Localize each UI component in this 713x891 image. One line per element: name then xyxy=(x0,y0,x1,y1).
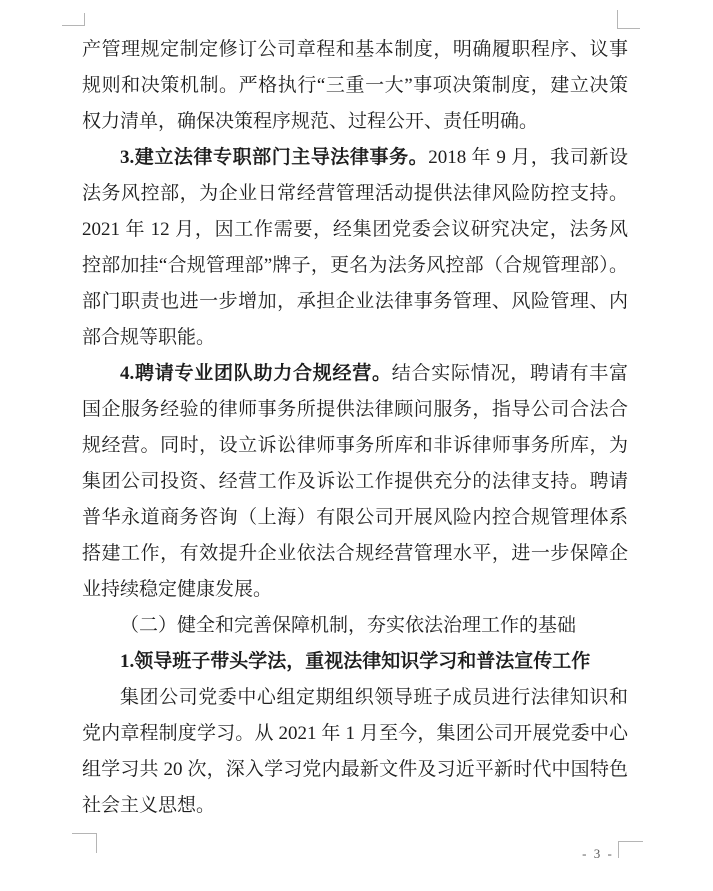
text-run: 集团公司党委中心组定期组织领导班子成员进行法律知识和党内章程制度学习。从 2021 年 1 月至今，集团公司开展党委中心组学习共 20 次，深入学习党内最新文件及习近平新时代中国特色社会主义思想。 xyxy=(82,687,628,816)
paragraph xyxy=(82,32,628,140)
paragraph xyxy=(82,356,628,608)
document-body xyxy=(82,32,628,824)
text-run: （二）健全和完善保障机制，夯实依法治理工作的基础 xyxy=(120,615,577,636)
text-run: 2018 年 9 月，我司新设法务风控部，为企业日常经营管理活动提供法律风险防控支持。2021 年 12 月，因工作需要，经集团党委会议研究决定，法务风控部加挂“合规管理部”牌子，更名为法务风控部（合规管理部）。部门职责也进一步增加，承担企业法律事务管理、风险管理、内部合规等职能。 xyxy=(82,147,628,348)
text-run: 产管理规定制定修订公司章程和基本制度，明确履职程序、议事规则和决策机制。严格执行“三重一大”事项决策制度，建立决策权力清单，确保决策程序规范、过程公开、责任明确。 xyxy=(82,39,628,132)
section-heading-paragraph xyxy=(82,608,628,644)
heading-run: 4.聘请专业团队助力合规经营。 xyxy=(120,363,392,384)
paragraph xyxy=(82,680,628,824)
paragraph xyxy=(82,644,628,680)
page-number: - 3 - xyxy=(582,846,614,861)
paragraph xyxy=(82,140,628,356)
heading-run: 3.建立法律专职部门主导法律事务。 xyxy=(120,147,429,168)
text-boundary-mark-top-right xyxy=(617,10,640,29)
text-boundary-mark-top-left xyxy=(62,13,85,26)
text-run: 结合实际情况，聘请有丰富国企服务经验的律师事务所提供法律顾问服务，指导公司合法合规经营。同时，设立诉讼律师事务所库和非诉律师事务所库，为集团公司投资、经营工作及诉讼工作提供充分的法律支持。聘请普华永道商务咨询（上海）有限公司开展风险内控合规管理体系搭建工作，有效提升企业依法合规经营管理水平，进一步保障企业持续稳定健康发展。 xyxy=(82,363,628,600)
text-boundary-mark-bottom-left xyxy=(72,833,97,853)
heading-run: 1.领导班子带头学法，重视法律知识学习和普法宣传工作 xyxy=(120,651,591,672)
